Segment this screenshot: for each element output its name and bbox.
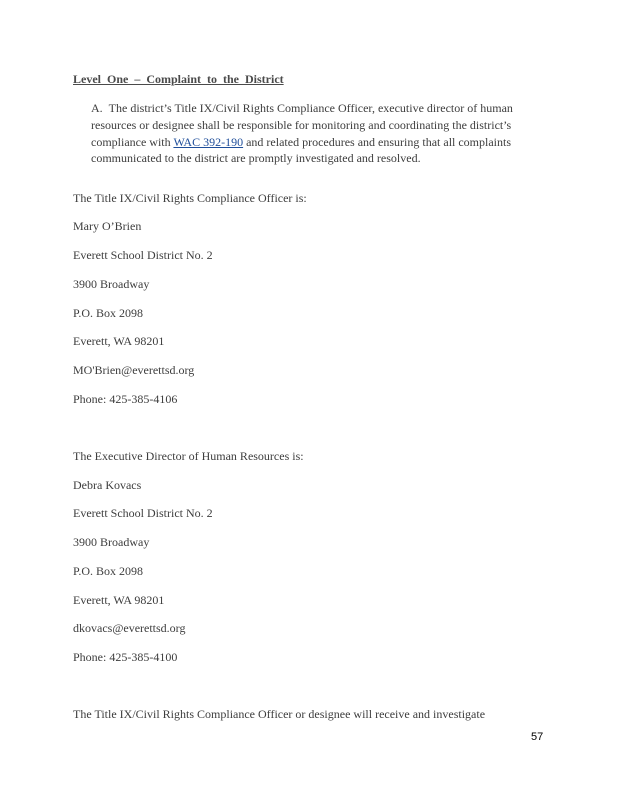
paragraph-marker: A.: [91, 101, 103, 115]
compliance-officer-name: Mary O’Brien: [73, 219, 142, 233]
paragraph-text-after-link: and related procedures and ensuring that all complaints communicated to the district are promptly investigated and resolved.: [91, 134, 512, 166]
compliance-officer-phone: Phone: 425-385-4106: [73, 392, 178, 406]
compliance-officer-street: 3900 Broadway: [73, 277, 150, 291]
compliance-officer-po-box: P.O. Box 2098: [73, 306, 144, 320]
hr-director-intro: The Executive Director of Human Resources is:: [73, 449, 304, 463]
hr-director-phone: Phone: 425-385-4100: [73, 650, 178, 664]
compliance-officer-organization: Everett School District No. 2: [73, 248, 213, 262]
hr-director-city: Everett, WA 98201: [73, 593, 165, 607]
compliance-officer-email: MO'Brien@everettsd.org: [73, 363, 195, 377]
wac-link[interactable]: WAC 392-190: [173, 134, 244, 149]
page-number: 57: [531, 731, 544, 743]
hr-director-email: dkovacs@everettsd.org: [73, 621, 186, 635]
hr-director-organization: Everett School District No. 2: [73, 506, 213, 520]
hr-director-po-box: P.O. Box 2098: [73, 564, 144, 578]
hr-director-street: 3900 Broadway: [73, 535, 150, 549]
compliance-officer-intro: The Title IX/Civil Rights Compliance Officer is:: [73, 191, 307, 205]
closing-line: The Title IX/Civil Rights Compliance Officer or designee will receive and investigate: [73, 707, 486, 721]
hr-director-name: Debra Kovacs: [73, 478, 142, 492]
compliance-officer-city: Everett, WA 98201: [73, 334, 165, 348]
section-heading: Level One – Complaint to the District: [73, 72, 284, 86]
paragraph-text-before-link: The district’s Title IX/Civil Rights Compliance Officer, executive director of human resources or designee shall be responsible for monitoring and coordinating the district’s compliance with: [91, 101, 513, 149]
paragraph-a: [91, 100, 541, 167]
